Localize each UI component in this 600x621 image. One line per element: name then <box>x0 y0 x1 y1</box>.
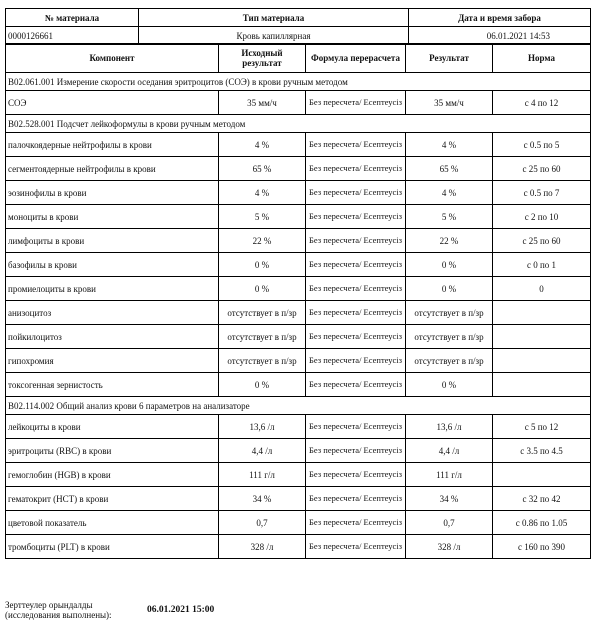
material-header-row <box>6 9 591 27</box>
material-header-table <box>5 8 591 45</box>
recalc-formula: Без пересчета/ Есептеусіз <box>306 277 406 301</box>
norm-range <box>493 373 591 397</box>
norm-range: с 5 по 12 <box>493 415 591 439</box>
result-value: 34 % <box>406 487 493 511</box>
result-row <box>6 253 591 277</box>
component-name: гематокрит (HCT) в крови <box>6 487 219 511</box>
result-value: отсутствует в п/зр <box>406 349 493 373</box>
col-formula: Формула перерасчета <box>306 44 406 73</box>
result-row <box>6 181 591 205</box>
component-name: палочкоядерные нейтрофилы в крови <box>6 133 219 157</box>
result-value: 0,7 <box>406 511 493 535</box>
component-name: промиелоциты в крови <box>6 277 219 301</box>
component-name: моноциты в крови <box>6 205 219 229</box>
initial-result: 328 /л <box>219 535 306 559</box>
recalc-formula: Без пересчета/ Есептеусіз <box>306 157 406 181</box>
results-header-row <box>6 44 591 73</box>
col-result: Результат <box>406 44 493 73</box>
initial-result: 22 % <box>219 229 306 253</box>
performed-label: Зерттеулер орындалды (исследования выполнены): <box>5 600 112 620</box>
recalc-formula: Без пересчета/ Есептеусіз <box>306 325 406 349</box>
initial-result: 0 % <box>219 277 306 301</box>
norm-range: 0 <box>493 277 591 301</box>
material-values-row <box>6 27 591 45</box>
recalc-formula: Без пересчета/ Есептеусіз <box>306 133 406 157</box>
result-value: 13,6 /л <box>406 415 493 439</box>
component-name: лейкоциты в крови <box>6 415 219 439</box>
recalc-formula: Без пересчета/ Есептеусіз <box>306 349 406 373</box>
initial-result: 65 % <box>219 157 306 181</box>
material-no: 0000126661 <box>6 27 139 45</box>
initial-result: отсутствует в п/зр <box>219 349 306 373</box>
section-title: B02.528.001 Подсчет лейкоформулы в крови ручным методом <box>6 115 591 133</box>
result-value: 35 мм/ч <box>406 91 493 115</box>
result-row <box>6 301 591 325</box>
recalc-formula: Без пересчета/ Есептеусіз <box>306 229 406 253</box>
component-name: пойкилоцитоз <box>6 325 219 349</box>
component-name: анизоцитоз <box>6 301 219 325</box>
result-value: 4 % <box>406 133 493 157</box>
norm-range: с 25 по 60 <box>493 157 591 181</box>
result-value: отсутствует в п/зр <box>406 301 493 325</box>
component-name: СОЭ <box>6 91 219 115</box>
recalc-formula: Без пересчета/ Есептеусіз <box>306 205 406 229</box>
recalc-formula: Без пересчета/ Есептеусіз <box>306 415 406 439</box>
col-material-type: Тип материала <box>139 9 409 27</box>
norm-range: с 3.5 по 4.5 <box>493 439 591 463</box>
result-value: 111 г/л <box>406 463 493 487</box>
result-row <box>6 91 591 115</box>
result-row <box>6 157 591 181</box>
section-row <box>6 73 591 91</box>
result-value: 65 % <box>406 157 493 181</box>
col-initial-result: Исходный результат <box>219 44 306 73</box>
recalc-formula: Без пересчета/ Есептеусіз <box>306 301 406 325</box>
section-title: B02.114.002 Общий анализ крови 6 параметров на анализаторе <box>6 397 591 415</box>
component-name: гемоглобин (HGB) в крови <box>6 463 219 487</box>
initial-result: 13,6 /л <box>219 415 306 439</box>
section-row <box>6 397 591 415</box>
result-value: 0 % <box>406 373 493 397</box>
norm-range <box>493 301 591 325</box>
norm-range: с 25 по 60 <box>493 229 591 253</box>
component-name: тромбоциты (PLT) в крови <box>6 535 219 559</box>
result-row <box>6 229 591 253</box>
result-value: 5 % <box>406 205 493 229</box>
initial-result: 0 % <box>219 253 306 277</box>
result-row <box>6 535 591 559</box>
norm-range: с 0.86 по 1.05 <box>493 511 591 535</box>
norm-range: с 160 по 390 <box>493 535 591 559</box>
initial-result: 5 % <box>219 205 306 229</box>
section-row <box>6 115 591 133</box>
norm-range: с 4 по 12 <box>493 91 591 115</box>
initial-result: отсутствует в п/зр <box>219 325 306 349</box>
result-value: 4 % <box>406 181 493 205</box>
norm-range <box>493 463 591 487</box>
result-row <box>6 415 591 439</box>
recalc-formula: Без пересчета/ Есептеусіз <box>306 373 406 397</box>
norm-range: с 32 по 42 <box>493 487 591 511</box>
performed-date: 06.01.2021 15:00 <box>147 605 215 615</box>
norm-range <box>493 325 591 349</box>
norm-range <box>493 349 591 373</box>
initial-result: 4 % <box>219 181 306 205</box>
result-row <box>6 511 591 535</box>
result-value: 0 % <box>406 277 493 301</box>
recalc-formula: Без пересчета/ Есептеусіз <box>306 181 406 205</box>
result-row <box>6 205 591 229</box>
result-row <box>6 133 591 157</box>
collection-datetime: 06.01.2021 14:53 <box>409 27 591 45</box>
norm-range: с 0 по 1 <box>493 253 591 277</box>
recalc-formula: Без пересчета/ Есептеусіз <box>306 487 406 511</box>
recalc-formula: Без пересчета/ Есептеусіз <box>306 439 406 463</box>
component-name: токсогенная зернистость <box>6 373 219 397</box>
initial-result: 111 г/л <box>219 463 306 487</box>
norm-range: с 0.5 по 7 <box>493 181 591 205</box>
initial-result: 0 % <box>219 373 306 397</box>
result-row <box>6 373 591 397</box>
component-name: цветовой показатель <box>6 511 219 535</box>
norm-range: с 0.5 по 5 <box>493 133 591 157</box>
component-name: лимфоциты в крови <box>6 229 219 253</box>
material-type: Кровь капиллярная <box>139 27 409 45</box>
initial-result: 4,4 /л <box>219 439 306 463</box>
result-row <box>6 439 591 463</box>
results-table <box>5 43 591 559</box>
result-row <box>6 325 591 349</box>
result-value: отсутствует в п/зр <box>406 325 493 349</box>
recalc-formula: Без пересчета/ Есептеусіз <box>306 463 406 487</box>
result-row <box>6 349 591 373</box>
recalc-formula: Без пересчета/ Есептеусіз <box>306 91 406 115</box>
col-material-no: № материала <box>6 9 139 27</box>
result-value: 0 % <box>406 253 493 277</box>
result-row <box>6 277 591 301</box>
initial-result: 35 мм/ч <box>219 91 306 115</box>
col-component: Компонент <box>6 44 219 73</box>
component-name: базофилы в крови <box>6 253 219 277</box>
component-name: гипохромия <box>6 349 219 373</box>
result-row <box>6 463 591 487</box>
initial-result: 4 % <box>219 133 306 157</box>
section-title: B02.061.001 Измерение скорости оседания эритроцитов (СОЭ) в крови ручным методом <box>6 73 591 91</box>
norm-range: с 2 по 10 <box>493 205 591 229</box>
component-name: эозинофилы в крови <box>6 181 219 205</box>
result-value: 4,4 /л <box>406 439 493 463</box>
col-datetime: Дата и время забора <box>409 9 591 27</box>
initial-result: 0,7 <box>219 511 306 535</box>
col-norm: Норма <box>493 44 591 73</box>
component-name: сегментоядерные нейтрофилы в крови <box>6 157 219 181</box>
recalc-formula: Без пересчета/ Есептеусіз <box>306 511 406 535</box>
recalc-formula: Без пересчета/ Есептеусіз <box>306 535 406 559</box>
initial-result: отсутствует в п/зр <box>219 301 306 325</box>
result-row <box>6 487 591 511</box>
initial-result: 34 % <box>219 487 306 511</box>
result-value: 22 % <box>406 229 493 253</box>
component-name: эритроциты (RBC) в крови <box>6 439 219 463</box>
recalc-formula: Без пересчета/ Есептеусіз <box>306 253 406 277</box>
result-value: 328 /л <box>406 535 493 559</box>
